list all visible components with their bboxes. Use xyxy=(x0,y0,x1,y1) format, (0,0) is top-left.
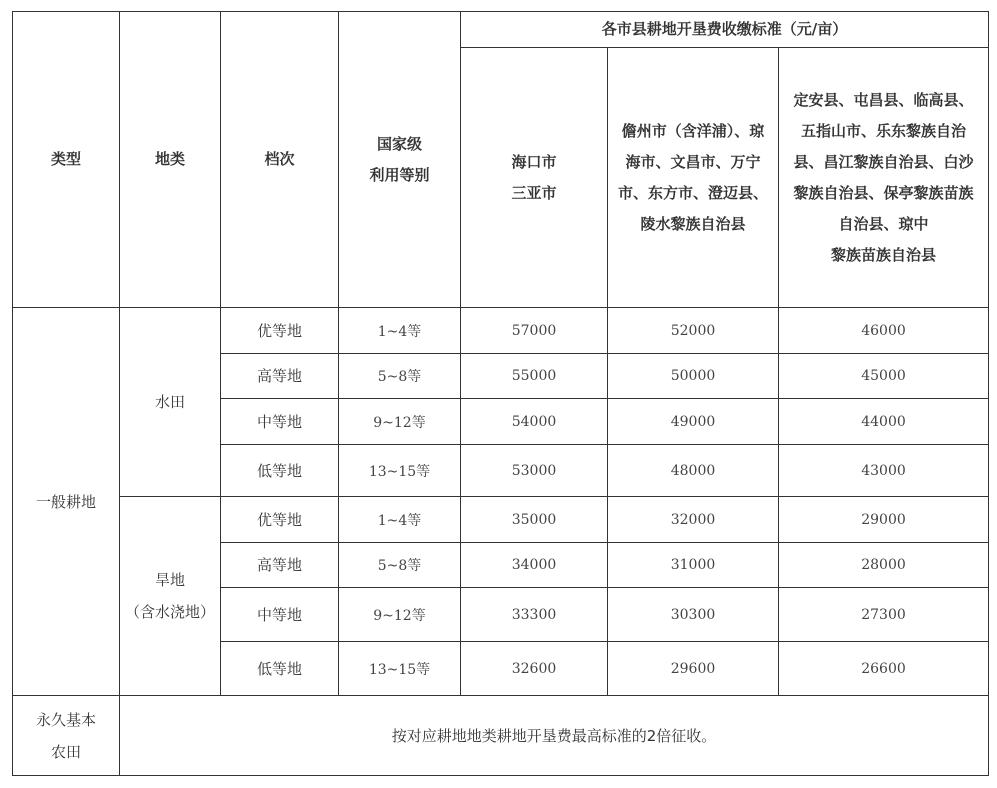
value-cell: 45000 xyxy=(779,354,989,399)
value-cell: 55000 xyxy=(461,354,608,399)
tier-cell: 高等地 xyxy=(221,543,339,588)
type-permanent-farmland xyxy=(13,696,120,776)
grade-cell: 1~4等 xyxy=(339,497,461,543)
header-line: 海市、文昌市、万宁 xyxy=(625,152,761,171)
value-cell: 48000 xyxy=(608,445,779,497)
value-cell: 27300 xyxy=(779,588,989,642)
header-line: 市、东方市、澄迈县、 xyxy=(617,183,768,202)
land-class-line: 旱地 xyxy=(154,571,185,589)
type-general-farmland: 一般耕地 xyxy=(13,308,120,696)
value-cell: 30300 xyxy=(608,588,779,642)
header-line: 海口市 xyxy=(511,152,557,171)
tier-cell: 中等地 xyxy=(221,588,339,642)
tier-cell: 高等地 xyxy=(221,354,339,399)
header-line: 陵水黎族自治县 xyxy=(640,214,746,233)
value-cell: 46000 xyxy=(779,308,989,354)
header-grade-line: 国家级 xyxy=(376,134,422,153)
value-cell: 54000 xyxy=(461,399,608,445)
header-tier: 档次 xyxy=(221,12,339,308)
land-class-paddy: 水田 xyxy=(120,308,221,497)
value-cell: 53000 xyxy=(461,445,608,497)
value-cell: 26600 xyxy=(779,642,989,696)
header-grade-line: 利用等别 xyxy=(369,165,430,184)
header-line: 黎族自治县、保亭黎族苗族 xyxy=(793,183,974,202)
value-cell: 49000 xyxy=(608,399,779,445)
value-cell: 57000 xyxy=(461,308,608,354)
header-line: 五指山市、乐东黎族自治 xyxy=(801,121,967,140)
tier-cell: 优等地 xyxy=(221,497,339,543)
fee-standard-table xyxy=(12,11,989,776)
header-col-danzhou-group xyxy=(608,48,779,308)
value-cell: 43000 xyxy=(779,445,989,497)
header-line: 三亚市 xyxy=(511,183,557,202)
type-line: 农田 xyxy=(50,742,81,761)
value-cell: 50000 xyxy=(608,354,779,399)
header-line: 自治县、琼中 xyxy=(838,214,929,233)
value-cell: 28000 xyxy=(779,543,989,588)
header-row-1 xyxy=(13,12,989,48)
value-cell: 31000 xyxy=(608,543,779,588)
value-cell: 52000 xyxy=(608,308,779,354)
grade-cell: 13~15等 xyxy=(339,642,461,696)
header-line: 县、昌江黎族自治县、白沙 xyxy=(793,152,974,171)
header-grade xyxy=(339,12,461,308)
grade-cell: 9~12等 xyxy=(339,588,461,642)
value-cell: 32600 xyxy=(461,642,608,696)
tier-cell: 优等地 xyxy=(221,308,339,354)
grade-cell: 5~8等 xyxy=(339,543,461,588)
header-col-haikou-sanya xyxy=(461,48,608,308)
tier-cell: 低等地 xyxy=(221,445,339,497)
header-land-class: 地类 xyxy=(120,12,221,308)
value-cell: 35000 xyxy=(461,497,608,543)
header-type: 类型 xyxy=(13,12,120,308)
grade-cell: 1~4等 xyxy=(339,308,461,354)
permanent-note: 按对应耕地地类耕地开垦费最高标准的2倍征收。 xyxy=(120,696,989,776)
type-line: 永久基本 xyxy=(35,710,96,729)
header-line: 黎族苗族自治县 xyxy=(831,245,937,264)
value-cell: 32000 xyxy=(608,497,779,543)
land-class-line: （含水浇地） xyxy=(124,603,215,621)
table-row-permanent xyxy=(13,696,989,776)
tier-cell: 低等地 xyxy=(221,642,339,696)
table-row xyxy=(13,497,989,543)
header-line: 儋州市（含洋浦）、琼 xyxy=(621,121,765,140)
value-cell: 34000 xyxy=(461,543,608,588)
table-row xyxy=(13,308,989,354)
value-cell: 29000 xyxy=(779,497,989,543)
tier-cell: 中等地 xyxy=(221,399,339,445)
header-standard-title: 各市县耕地开垦费收缴标准（元/亩） xyxy=(461,12,989,48)
grade-cell: 5~8等 xyxy=(339,354,461,399)
header-line: 定安县、屯昌县、临高县、 xyxy=(793,90,974,109)
value-cell: 44000 xyxy=(779,399,989,445)
grade-cell: 9~12等 xyxy=(339,399,461,445)
grade-cell: 13~15等 xyxy=(339,445,461,497)
header-col-dingan-group xyxy=(779,48,989,308)
value-cell: 29600 xyxy=(608,642,779,696)
land-class-dry xyxy=(120,497,221,696)
value-cell: 33300 xyxy=(461,588,608,642)
